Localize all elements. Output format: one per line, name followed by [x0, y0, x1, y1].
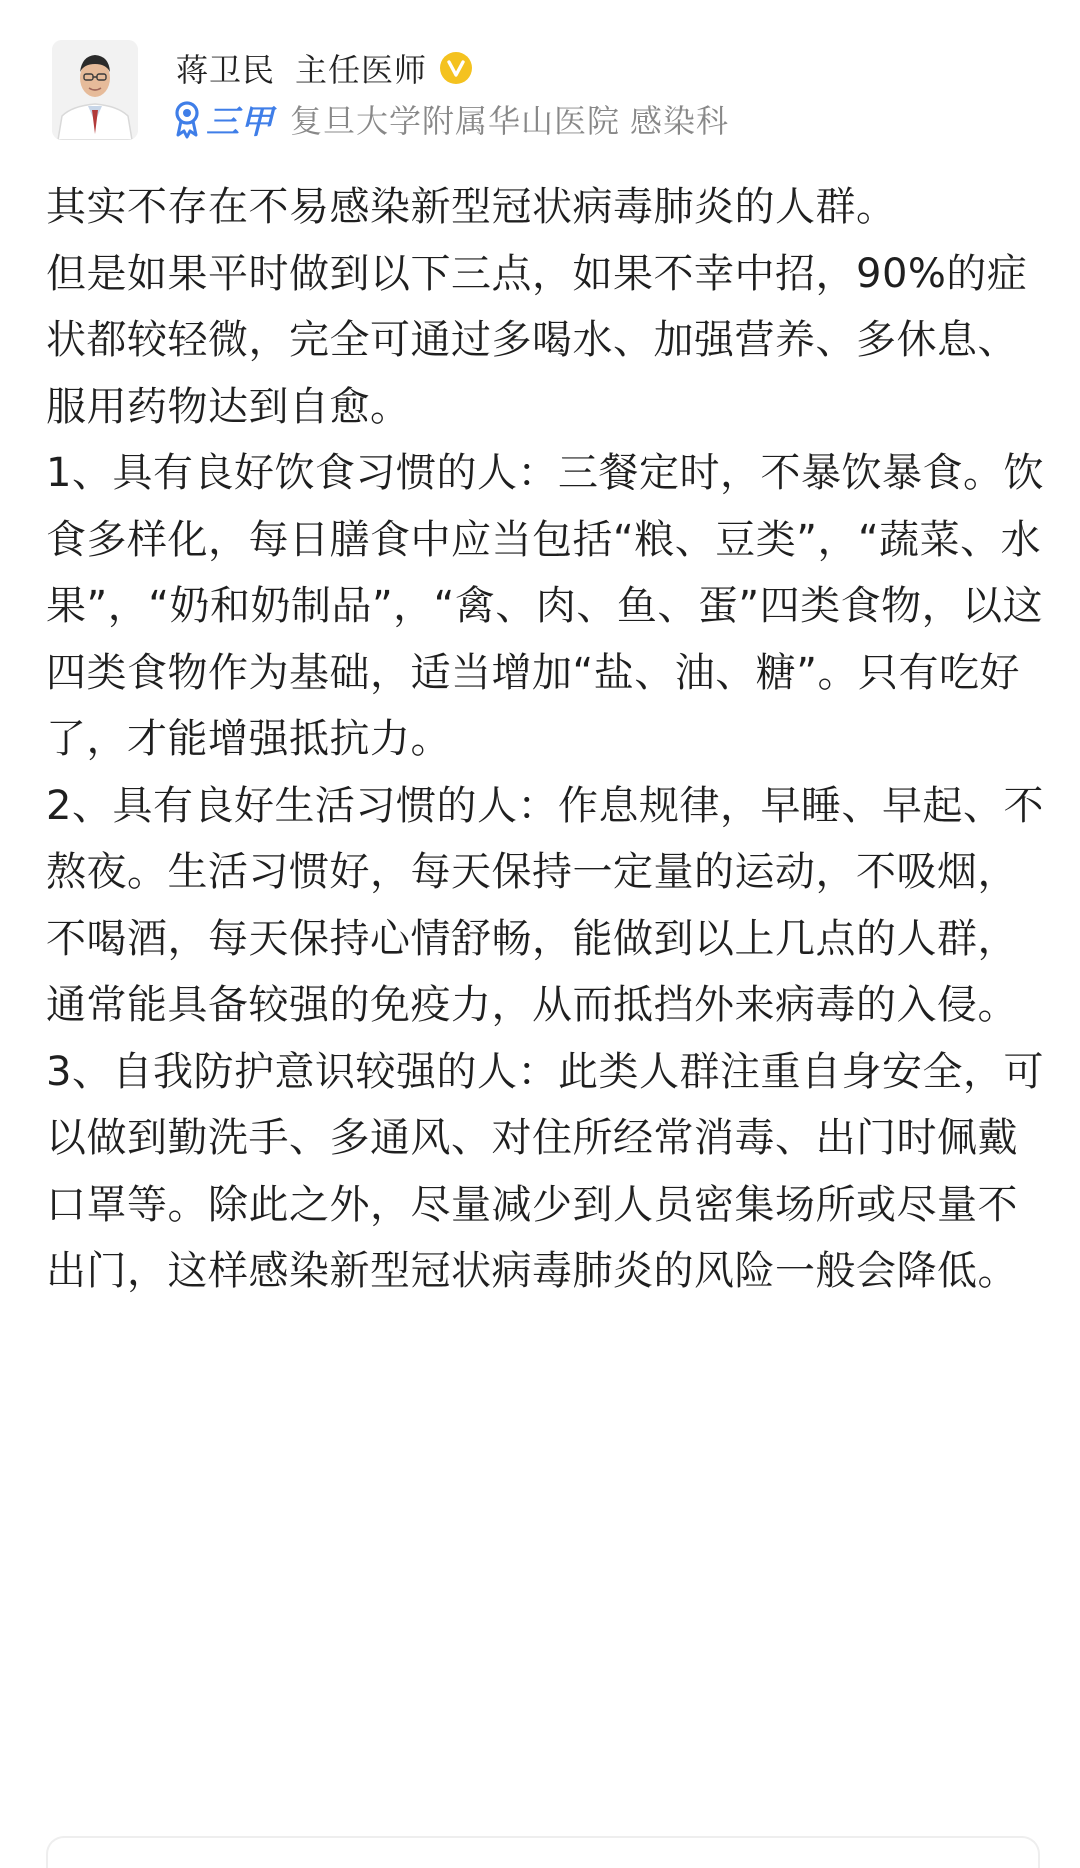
verified-v-badge-icon [439, 51, 473, 85]
article-body [46, 174, 1046, 1305]
article-paragraph-intro: 其实不存在不易感染新型冠状病毒肺炎的人群。 [46, 184, 897, 230]
doctor-avatar[interactable] [52, 40, 138, 140]
hospital-name[interactable]: 复旦大学附属华山医院 [290, 102, 621, 140]
name-row [176, 44, 473, 92]
department-name: 感染科 [630, 102, 730, 140]
author-header [52, 40, 1032, 152]
medal-icon [172, 99, 202, 139]
next-card-edge [46, 1836, 1040, 1868]
article-paragraph-point-1: 1、具有良好饮食习惯的人：三餐定时，不暴饮暴食。饮食多样化，每日膳食中应当包括“粮、豆类”，“蔬菜、水果”，“奶和奶制品”，“禽、肉、鱼、蛋”四类食物，以这四类食物作为基础，适当增加“盐、油、糖”。只有吃好了，才能增强抵抗力。 [46, 450, 1044, 762]
hospital-row [172, 94, 729, 144]
doctor-name[interactable]: 蒋卫民 [176, 51, 276, 89]
article-paragraph-point-2: 2、具有良好生活习惯的人：作息规律，早睡、早起、不熬夜。生活习惯好，每天保持一定量的运动，不吸烟，不喝酒，每天保持心情舒畅，能做到以上几点的人群，通常能具备较强的免疫力，从而抵挡外来病毒的入侵。 [46, 782, 1044, 1028]
grade-badge: 三甲 [206, 101, 274, 141]
article-paragraph-point-3: 3、自我防护意识较强的人：此类人群注重自身安全，可以做到勤洗手、多通风、对住所经常消毒、出门时佩戴口罩等。除此之外，尽量减少到人员密集场所或尽量不出门，这样感染新型冠状病毒肺炎的风险一般会降低。 [46, 1048, 1044, 1294]
article-paragraph-summary: 但是如果平时做到以下三点，如果不幸中招，90%的症状都较轻微，完全可通过多喝水、加强营养、多休息、服用药物达到自愈。 [46, 250, 1028, 430]
doctor-title: 主任医师 [295, 51, 428, 89]
